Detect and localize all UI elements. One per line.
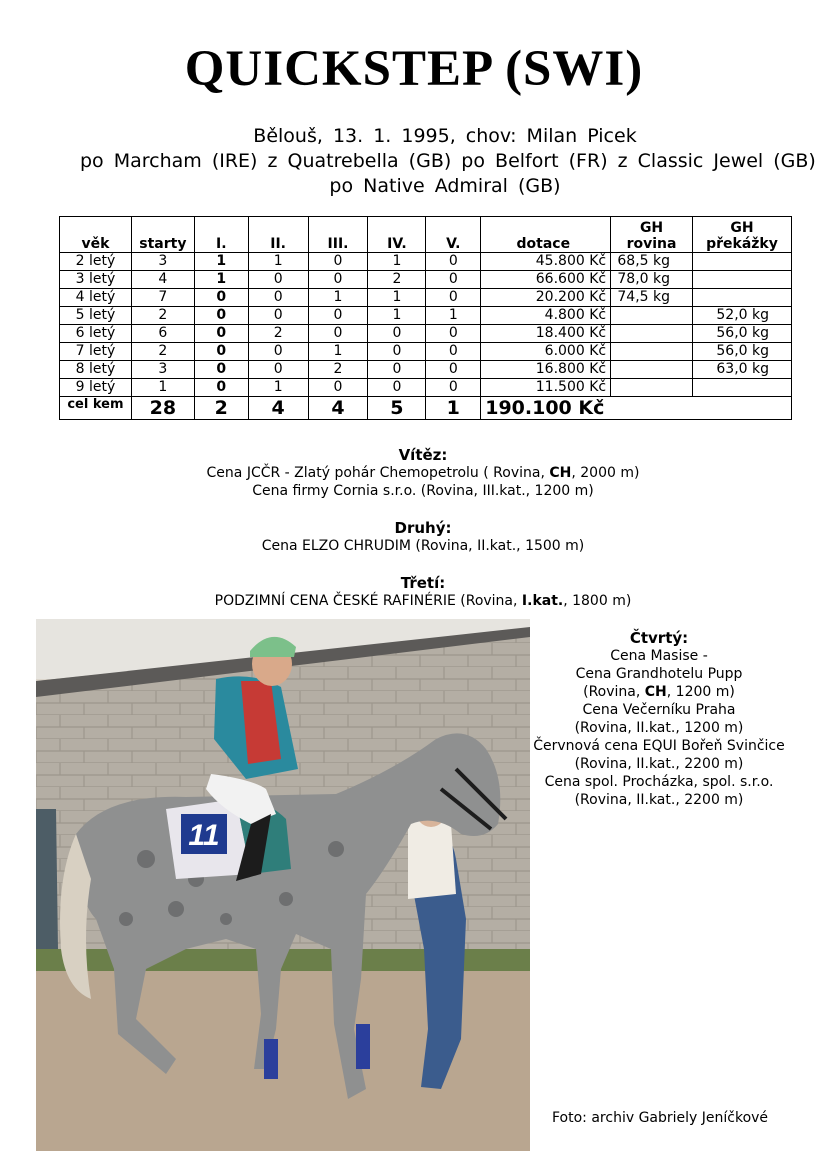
pedigree [80, 124, 816, 199]
total-cell: 190.100 Kč [481, 397, 792, 420]
fourth-heading: Čtvrtý: [629, 629, 689, 647]
table-cell: 0 [194, 379, 248, 397]
pedigree-line-3: po Native Admiral (GB) [329, 175, 561, 197]
table-cell: 68,5 kg [611, 253, 693, 271]
table-cell: 0 [368, 325, 426, 343]
table-cell: 3 [131, 253, 194, 271]
table-cell: 2 letý [60, 253, 132, 271]
header-cell: III. [308, 217, 368, 253]
table-cell: 6 [131, 325, 194, 343]
table-cell: 0 [426, 325, 481, 343]
table-cell: 0 [308, 325, 368, 343]
table-cell: 5 letý [60, 307, 132, 325]
table-cell: 0 [426, 343, 481, 361]
winner-race-1: Cena JCČR - Zlatý pohár Chemopetrolu ( Rovina, CH, 2000 m) [206, 465, 640, 481]
horse-photo [36, 619, 530, 1151]
header-cell: IV. [368, 217, 426, 253]
total-cell: 28 [131, 397, 194, 420]
table-cell: 1 [368, 289, 426, 307]
table-cell: 0 [248, 271, 308, 289]
table-cell [611, 325, 693, 343]
total-cell: 5 [368, 397, 426, 420]
table-row [60, 253, 792, 271]
table-cell: 2 [131, 343, 194, 361]
table-cell [611, 379, 693, 397]
table-cell: 8 letý [60, 361, 132, 379]
fourth-line: (Rovina, II.kat., 2200 m) [574, 756, 744, 772]
table-cell: 1 [308, 343, 368, 361]
table-header-row [60, 217, 792, 253]
table-cell: 2 [131, 307, 194, 325]
table-cell: 0 [308, 271, 368, 289]
table-cell: 1 [248, 379, 308, 397]
header-cell: V. [426, 217, 481, 253]
fourth-line: Cena Masise - [610, 648, 708, 664]
fourth-line: (Rovina, CH, 1200 m) [583, 684, 735, 700]
total-cell: 4 [248, 397, 308, 420]
second-heading: Druhý: [394, 519, 452, 537]
table-row [60, 307, 792, 325]
table-row [60, 343, 792, 361]
table-cell: 0 [426, 253, 481, 271]
fourth-line: (Rovina, II.kat., 1200 m) [574, 720, 744, 736]
table-row [60, 379, 792, 397]
third-heading: Třetí: [400, 574, 446, 592]
table-cell: 56,0 kg [693, 325, 792, 343]
winner-race-2: Cena firmy Cornia s.r.o. (Rovina, III.kat., 1200 m) [252, 483, 594, 499]
table-cell: 0 [248, 343, 308, 361]
table-cell: 45.800 Kč [481, 253, 611, 271]
table-total-row [60, 397, 792, 420]
table-cell: 0 [426, 289, 481, 307]
header-cell: starty [131, 217, 194, 253]
table-cell [611, 307, 693, 325]
table-cell: 1 [194, 271, 248, 289]
table-cell: 2 [248, 325, 308, 343]
table-row [60, 361, 792, 379]
header-cell: GH překážky [693, 217, 792, 253]
table-cell: 0 [368, 379, 426, 397]
table-row [60, 289, 792, 307]
table-cell [693, 271, 792, 289]
table-cell: 4 [131, 271, 194, 289]
table-cell: 78,0 kg [611, 271, 693, 289]
winner-heading: Vítěz: [398, 446, 448, 464]
fourth-place-section [533, 629, 785, 809]
total-cell: 4 [308, 397, 368, 420]
pedigree-line-1: Bělouš, 13. 1. 1995, chov: Milan Picek [253, 125, 637, 147]
winner-section [0, 446, 828, 500]
table-cell: 0 [426, 361, 481, 379]
table-body [60, 253, 792, 420]
table-cell: 18.400 Kč [481, 325, 611, 343]
table-cell: 1 [194, 253, 248, 271]
fourth-line: Cena Večerníku Praha [582, 702, 736, 718]
header-cell: dotace [481, 217, 611, 253]
saddle-number: 11 [188, 819, 220, 852]
table-cell: 6.000 Kč [481, 343, 611, 361]
table-cell: 11.500 Kč [481, 379, 611, 397]
table-cell [611, 361, 693, 379]
third-place-section [0, 574, 828, 610]
photo-credit: Foto: archiv Gabriely Jeníčkové [552, 1110, 769, 1126]
total-cell: 1 [426, 397, 481, 420]
table-cell: 2 [308, 361, 368, 379]
table-cell: 0 [368, 343, 426, 361]
fourth-line: Cena Grandhotelu Pupp [575, 666, 743, 682]
header-cell: GH rovina [611, 217, 693, 253]
table-cell [611, 343, 693, 361]
table-cell: 1 [308, 289, 368, 307]
total-cell: 2 [194, 397, 248, 420]
table-cell: 66.600 Kč [481, 271, 611, 289]
table-cell: 2 [368, 271, 426, 289]
table-cell: 0 [308, 379, 368, 397]
table-cell: 16.800 Kč [481, 361, 611, 379]
table-cell: 0 [194, 343, 248, 361]
pedigree-line-2: po Marcham (IRE) z Quatrebella (GB) po Belfort (FR) z Classic Jewel (GB) [80, 150, 816, 172]
table-cell: 52,0 kg [693, 307, 792, 325]
table-cell [693, 289, 792, 307]
fourth-line: Cena spol. Procházka, spol. s.r.o. [544, 774, 774, 790]
table-cell [693, 379, 792, 397]
table-cell: 1 [368, 307, 426, 325]
second-race-1: Cena ELZO CHRUDIM (Rovina, II.kat., 1500 m) [261, 538, 585, 554]
table-cell: 0 [426, 271, 481, 289]
table-cell: 4.800 Kč [481, 307, 611, 325]
table-cell: 4 letý [60, 289, 132, 307]
table-row [60, 271, 792, 289]
header-cell: věk [60, 217, 132, 253]
table-cell: 1 [368, 253, 426, 271]
table-cell: 1 [248, 253, 308, 271]
table-cell: 1 [426, 307, 481, 325]
table-cell: 0 [248, 289, 308, 307]
total-cell: cel kem [60, 397, 132, 420]
table-row [60, 325, 792, 343]
table-cell: 74,5 kg [611, 289, 693, 307]
header-cell: I. [194, 217, 248, 253]
table-cell: 0 [194, 361, 248, 379]
table-cell: 0 [194, 307, 248, 325]
second-place-section [0, 519, 828, 555]
horse-name-title: QUICKSTEP (SWI) [184, 41, 644, 97]
table-cell: 0 [308, 307, 368, 325]
table-cell: 7 [131, 289, 194, 307]
table-cell: 56,0 kg [693, 343, 792, 361]
table-cell: 3 [131, 361, 194, 379]
table-cell: 0 [426, 379, 481, 397]
table-cell: 0 [248, 307, 308, 325]
table-cell: 0 [308, 253, 368, 271]
table-cell: 3 letý [60, 271, 132, 289]
table-cell: 0 [368, 361, 426, 379]
table-cell: 7 letý [60, 343, 132, 361]
table-cell: 6 letý [60, 325, 132, 343]
fourth-line: (Rovina, II.kat., 2200 m) [574, 792, 744, 808]
table-cell: 0 [248, 361, 308, 379]
table-cell [693, 253, 792, 271]
table-cell: 0 [194, 325, 248, 343]
fourth-line: Červnová cena EQUI Bořeň Svinčice [533, 738, 785, 754]
table-cell: 63,0 kg [693, 361, 792, 379]
table-cell: 1 [131, 379, 194, 397]
header-cell: II. [248, 217, 308, 253]
table-cell: 9 letý [60, 379, 132, 397]
table-cell: 20.200 Kč [481, 289, 611, 307]
third-race-1: PODZIMNÍ CENA ČESKÉ RAFINÉRIE (Rovina, I.kat., 1800 m) [214, 593, 632, 609]
table-cell: 0 [194, 289, 248, 307]
race-statistics-table [59, 216, 792, 420]
